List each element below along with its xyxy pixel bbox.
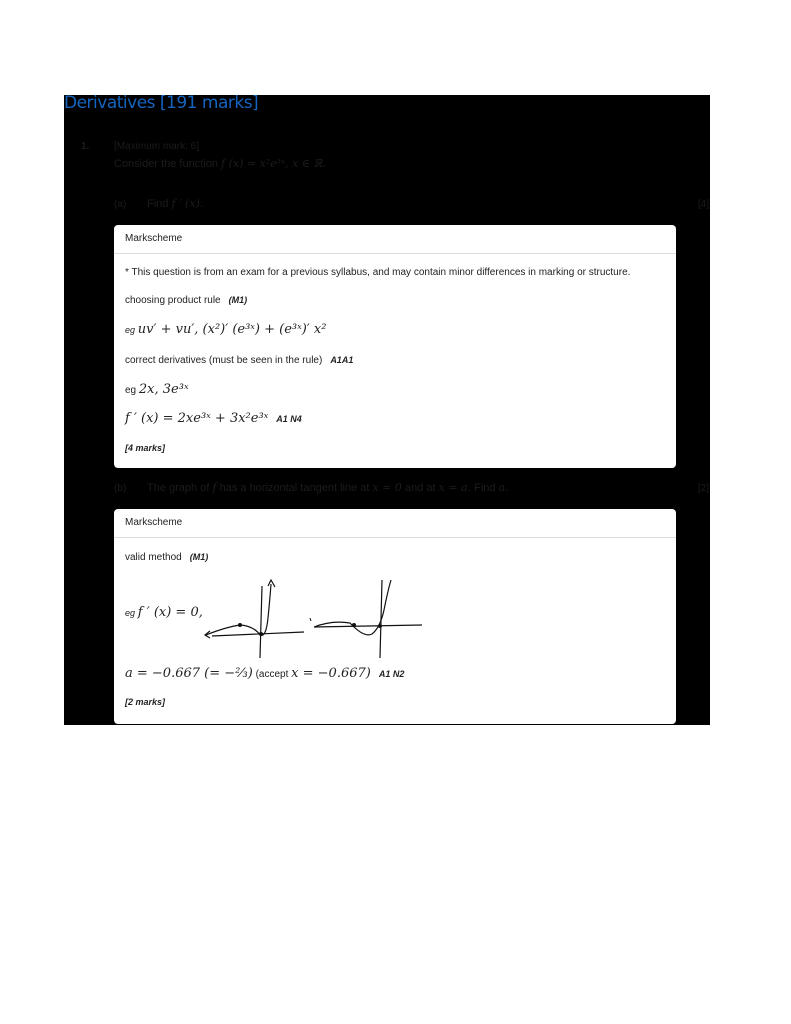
- sketch-x-axis: [314, 625, 422, 627]
- accept-text: (accept: [255, 669, 289, 680]
- markscheme-line: [125, 605, 203, 620]
- maximum-mark: [Maximum mark: 6]: [114, 141, 200, 152]
- markscheme-card-b: [114, 509, 676, 724]
- part-b-f: f: [212, 481, 217, 494]
- question-intro-math: f (x) = x²e³ˣ, x ∈ ℝ.: [221, 157, 326, 170]
- sketch-arrow-up: [268, 580, 275, 587]
- part-b-marks: [2]: [697, 483, 709, 494]
- markscheme-header[interactable]: Markscheme: [114, 225, 676, 254]
- part-b-label: (b): [114, 483, 127, 494]
- markscheme-line: [125, 322, 326, 337]
- mark-code: A1 N4: [276, 414, 302, 424]
- markscheme-line: [125, 295, 247, 306]
- sketch-point: [238, 623, 242, 627]
- sketch-point: [259, 632, 263, 636]
- eg-label: eg: [125, 608, 136, 618]
- part-a-text: [147, 197, 203, 210]
- answer-math: f ′ (x) = 2xe³ˣ + 3x²e³ˣ: [125, 411, 269, 426]
- page-title: Derivatives [191 marks]: [64, 93, 259, 113]
- markscheme-line: [125, 552, 208, 563]
- total-marks: [4 marks]: [125, 443, 166, 453]
- mark-code: (M1): [228, 295, 248, 305]
- markscheme-line: [125, 411, 302, 426]
- sketch-graph-2: [314, 580, 422, 658]
- part-b-math1: x = 0: [372, 481, 402, 494]
- product-rule-math: uv′ + vu′, (x²)′ (e³ˣ) + (e³ˣ)′ x²: [137, 322, 327, 337]
- part-b-text-mid: has a horizontal tangent line at: [219, 482, 370, 494]
- syllabus-note: * This question is from an exam for a previous syllabus, and may contain minor differences in marking or structure.: [125, 267, 631, 278]
- part-b-text-prefix: The graph of: [147, 482, 210, 494]
- method-text: choosing product rule: [125, 295, 221, 306]
- sketch-y-axis: [260, 586, 262, 658]
- sketch-separator: [310, 618, 311, 621]
- part-a-text-math: f ′ (x).: [171, 197, 204, 210]
- part-b-text: [147, 481, 509, 494]
- sketch-point: [352, 623, 356, 627]
- mark-code: A1A1: [330, 355, 354, 365]
- markscheme-card-a: [114, 225, 676, 468]
- accept-math: x = −0.667): [291, 666, 371, 681]
- part-b-math3: a.: [498, 481, 509, 494]
- derivative-zero-math: f ′ (x) = 0,: [137, 605, 203, 620]
- mark-code: A1 N2: [378, 669, 405, 679]
- part-a-marks: [4]: [697, 199, 709, 210]
- eg-label: eg: [125, 385, 137, 396]
- part-b-find: Find: [474, 482, 496, 494]
- total-marks: [2 marks]: [125, 697, 166, 707]
- question-intro: [114, 157, 326, 170]
- derivatives-text: correct derivatives (must be seen in the rule): [125, 355, 323, 366]
- part-b-and: and at: [404, 482, 436, 494]
- eg-label: eg: [125, 325, 136, 335]
- answer-math: a = −0.667 (= −⅔): [125, 666, 253, 681]
- markscheme-line: [125, 382, 189, 397]
- question-intro-text: Consider the function: [114, 158, 218, 170]
- markscheme-header[interactable]: Markscheme: [114, 509, 676, 538]
- part-a-label: (a): [114, 199, 127, 210]
- method-text: valid method: [125, 552, 182, 563]
- part-b-math2: x = a.: [438, 481, 472, 494]
- part-a-text-prefix: Find: [147, 198, 169, 210]
- derivatives-math: 2x, 3e³ˣ: [138, 382, 189, 397]
- sketch-point: [378, 624, 382, 628]
- markscheme-line: [125, 355, 353, 366]
- markscheme-line: [125, 666, 404, 681]
- tangent-sketches: [204, 578, 424, 660]
- mark-code: (M1): [189, 552, 209, 562]
- question-number: 1.: [81, 141, 90, 152]
- sketch-graph-1: [205, 580, 304, 658]
